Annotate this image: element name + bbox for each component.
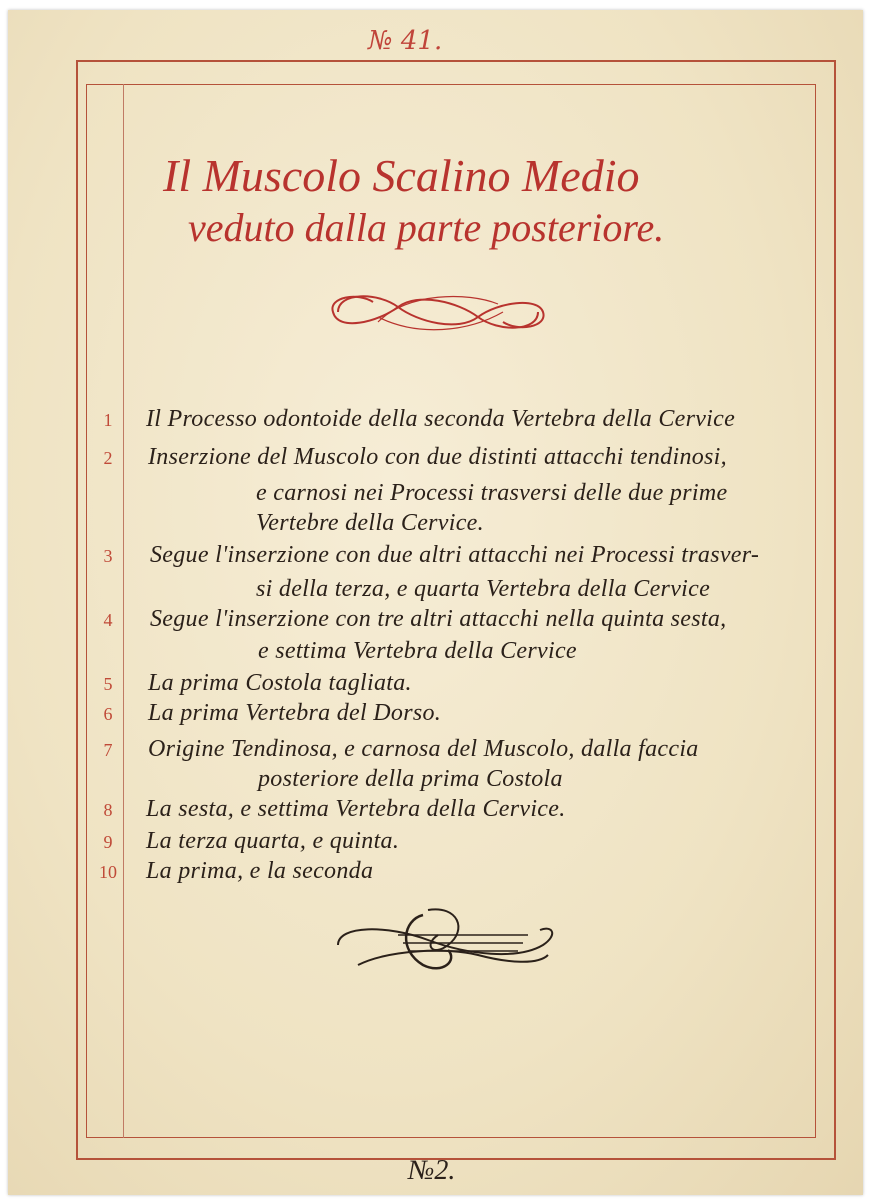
ornament-flourish-top (318, 282, 558, 342)
page-number: №2. (408, 1155, 456, 1186)
entry-text: e settima Vertebra della Cervice (258, 638, 577, 664)
entry-text: La prima Vertebra del Dorso. (148, 700, 442, 726)
entry-text: si della terza, e quarta Vertebra della Cervice (256, 576, 711, 602)
entry-text: Segue l'inserzione con due altri attacchi nei Processi trasver- (150, 542, 760, 568)
folio-mark: № 41. (368, 26, 443, 56)
entry-number: 1 (103, 410, 113, 430)
title-line-2: veduto dalla parte posteriore. (188, 205, 665, 250)
entry-text: Segue l'inserzione con tre altri attacchi nella quinta sesta, (150, 606, 727, 632)
entry-number: 10 (99, 862, 117, 882)
entry-text: Vertebre della Cervice. (256, 510, 484, 536)
entry-number: 9 (103, 832, 113, 852)
entry-text: Inserzione del Muscolo con due distinti attacchi tendinosi, (148, 444, 727, 470)
entry-text: posteriore della prima Costola (258, 766, 563, 792)
title-line-1: Il Muscolo Scalino Medio (163, 150, 640, 201)
entry-number: 4 (103, 610, 113, 630)
entry-number: 8 (103, 800, 113, 820)
entry-text: La terza quarta, e quinta. (146, 828, 400, 854)
entry-number: 2 (103, 448, 113, 468)
entry-number: 3 (103, 546, 113, 566)
ornament-flourish-bottom (328, 905, 568, 985)
manuscript-page (8, 10, 863, 1195)
entry-text: La prima, e la seconda (146, 858, 374, 884)
entry-text: e carnosi nei Processi trasversi delle due prime (256, 480, 728, 506)
entry-text: Il Processo odontoide della seconda Vertebra della Cervice (146, 406, 736, 432)
entry-text: La sesta, e settima Vertebra della Cervice. (146, 796, 566, 822)
entry-text: Origine Tendinosa, e carnosa del Muscolo, dalla faccia (148, 736, 699, 762)
entry-number: 5 (103, 674, 113, 694)
page-title (158, 150, 798, 254)
entry-number: 6 (103, 704, 113, 724)
entry-number: 7 (103, 740, 113, 760)
entry-text: La prima Costola tagliata. (148, 670, 412, 696)
